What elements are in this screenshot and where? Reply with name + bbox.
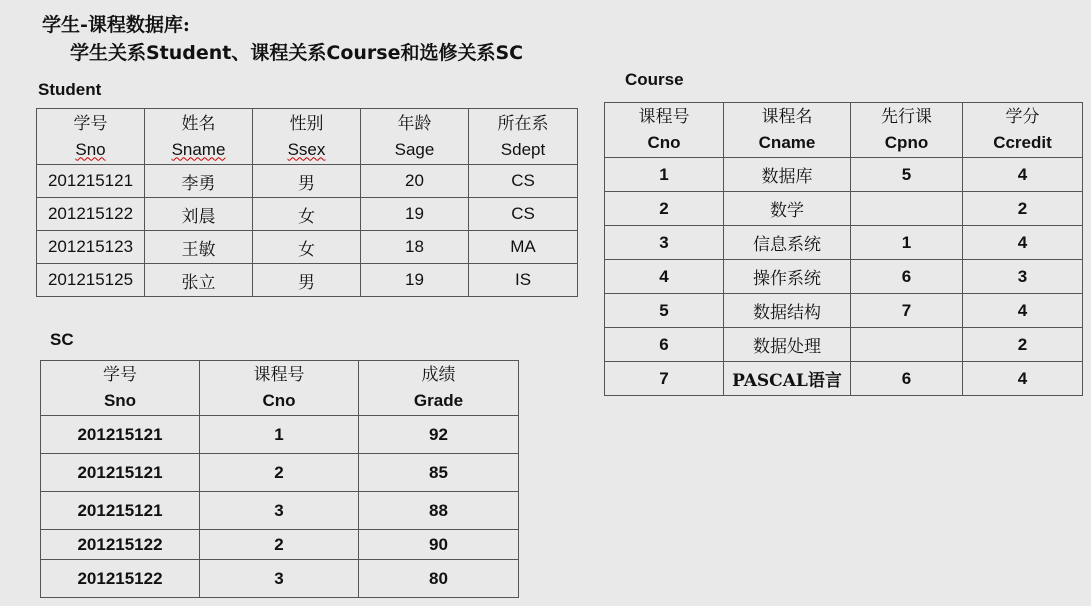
table-cell: 3 [200, 560, 359, 598]
table-cell: 18 [361, 231, 469, 264]
table-cell: 5 [605, 294, 724, 328]
student-header-cell: 姓名 Sname [145, 109, 253, 165]
table-cell: 数据结构 [724, 294, 851, 328]
table-cell: 90 [359, 530, 519, 560]
table-row [605, 158, 1083, 192]
table-cell: CS [469, 198, 578, 231]
course-header-cell: 先行课 Cpno [851, 103, 963, 158]
page-title: 学生-课程数据库: [42, 14, 190, 36]
table-cell: 张立 [145, 264, 253, 297]
table-cell: 7 [851, 294, 963, 328]
table-cell: 88 [359, 492, 519, 530]
table-cell: 2 [963, 328, 1083, 362]
table-row [41, 416, 519, 454]
table-row [605, 260, 1083, 294]
student-header-cell: 年龄 Sage [361, 109, 469, 165]
course-header-cell: 课程号 Cno [605, 103, 724, 158]
table-cell: 201215122 [41, 530, 200, 560]
table-cell: 4 [605, 260, 724, 294]
table-cell: 6 [851, 362, 963, 396]
table-row [605, 362, 1083, 396]
table-cell: 1 [605, 158, 724, 192]
table-cell: 男 [253, 264, 361, 297]
table-cell: 数据处理 [724, 328, 851, 362]
course-table [604, 102, 1083, 396]
table-cell: 201215125 [37, 264, 145, 297]
table-cell [851, 328, 963, 362]
table-cell: 李勇 [145, 165, 253, 198]
table-row [41, 492, 519, 530]
table-cell: 1 [851, 226, 963, 260]
table-cell: 1 [200, 416, 359, 454]
table-cell: 2 [605, 192, 724, 226]
sc-header-cell: 成绩 Grade [359, 361, 519, 416]
table-cell: 20 [361, 165, 469, 198]
table-cell: 4 [963, 362, 1083, 396]
student-header-cell: 性别 Ssex [253, 109, 361, 165]
table-row [37, 198, 578, 231]
table-row [37, 264, 578, 297]
table-cell: 数学 [724, 192, 851, 226]
table-row [37, 165, 578, 198]
table-cell: 刘晨 [145, 198, 253, 231]
table-cell: 201215122 [41, 560, 200, 598]
table-row [605, 192, 1083, 226]
table-row [41, 530, 519, 560]
course-header-row [605, 103, 1083, 158]
table-cell: CS [469, 165, 578, 198]
table-cell: 80 [359, 560, 519, 598]
student-table [36, 108, 578, 297]
table-cell: 4 [963, 294, 1083, 328]
table-cell: 201215121 [37, 165, 145, 198]
table-cell: 女 [253, 198, 361, 231]
student-header-cell: 所在系 Sdept [469, 109, 578, 165]
table-row [605, 294, 1083, 328]
sc-header-row [41, 361, 519, 416]
table-cell: 4 [963, 226, 1083, 260]
table-cell: 操作系统 [724, 260, 851, 294]
table-cell: 201215123 [37, 231, 145, 264]
table-cell [851, 192, 963, 226]
table-cell: 4 [963, 158, 1083, 192]
course-table-label: Course [625, 70, 684, 89]
table-cell: 数据库 [724, 158, 851, 192]
table-cell: 201215121 [41, 454, 200, 492]
table-cell: 6 [851, 260, 963, 294]
table-cell: 2 [963, 192, 1083, 226]
table-row [41, 454, 519, 492]
table-cell: 19 [361, 264, 469, 297]
student-table-label: Student [38, 80, 102, 99]
table-cell: 5 [851, 158, 963, 192]
table-cell: 3 [963, 260, 1083, 294]
page-subtitle: 学生关系Student、课程关系Course和选修关系SC [70, 42, 524, 64]
table-cell: 2 [200, 454, 359, 492]
table-row [605, 226, 1083, 260]
course-header-cell: 学分 Ccredit [963, 103, 1083, 158]
table-cell: 信息系统 [724, 226, 851, 260]
table-row [605, 328, 1083, 362]
sc-table [40, 360, 519, 598]
table-row [37, 231, 578, 264]
table-cell: 3 [200, 492, 359, 530]
table-row [41, 560, 519, 598]
student-header-row [37, 109, 578, 165]
table-cell: 男 [253, 165, 361, 198]
table-cell: 6 [605, 328, 724, 362]
table-cell: 7 [605, 362, 724, 396]
sc-header-cell: 课程号 Cno [200, 361, 359, 416]
course-header-cell: 课程名 Cname [724, 103, 851, 158]
table-cell: 201215122 [37, 198, 145, 231]
table-cell: 王敏 [145, 231, 253, 264]
table-cell: 2 [200, 530, 359, 560]
table-cell: 201215121 [41, 416, 200, 454]
sc-table-label: SC [50, 330, 74, 349]
table-cell: 92 [359, 416, 519, 454]
student-header-cell: 学号 Sno [37, 109, 145, 165]
sc-header-cell: 学号 Sno [41, 361, 200, 416]
table-cell: 3 [605, 226, 724, 260]
table-cell: 201215121 [41, 492, 200, 530]
table-cell: IS [469, 264, 578, 297]
table-cell: PASCAL语言 [724, 362, 851, 396]
table-cell: 女 [253, 231, 361, 264]
table-cell: 19 [361, 198, 469, 231]
table-cell: 85 [359, 454, 519, 492]
table-cell: MA [469, 231, 578, 264]
